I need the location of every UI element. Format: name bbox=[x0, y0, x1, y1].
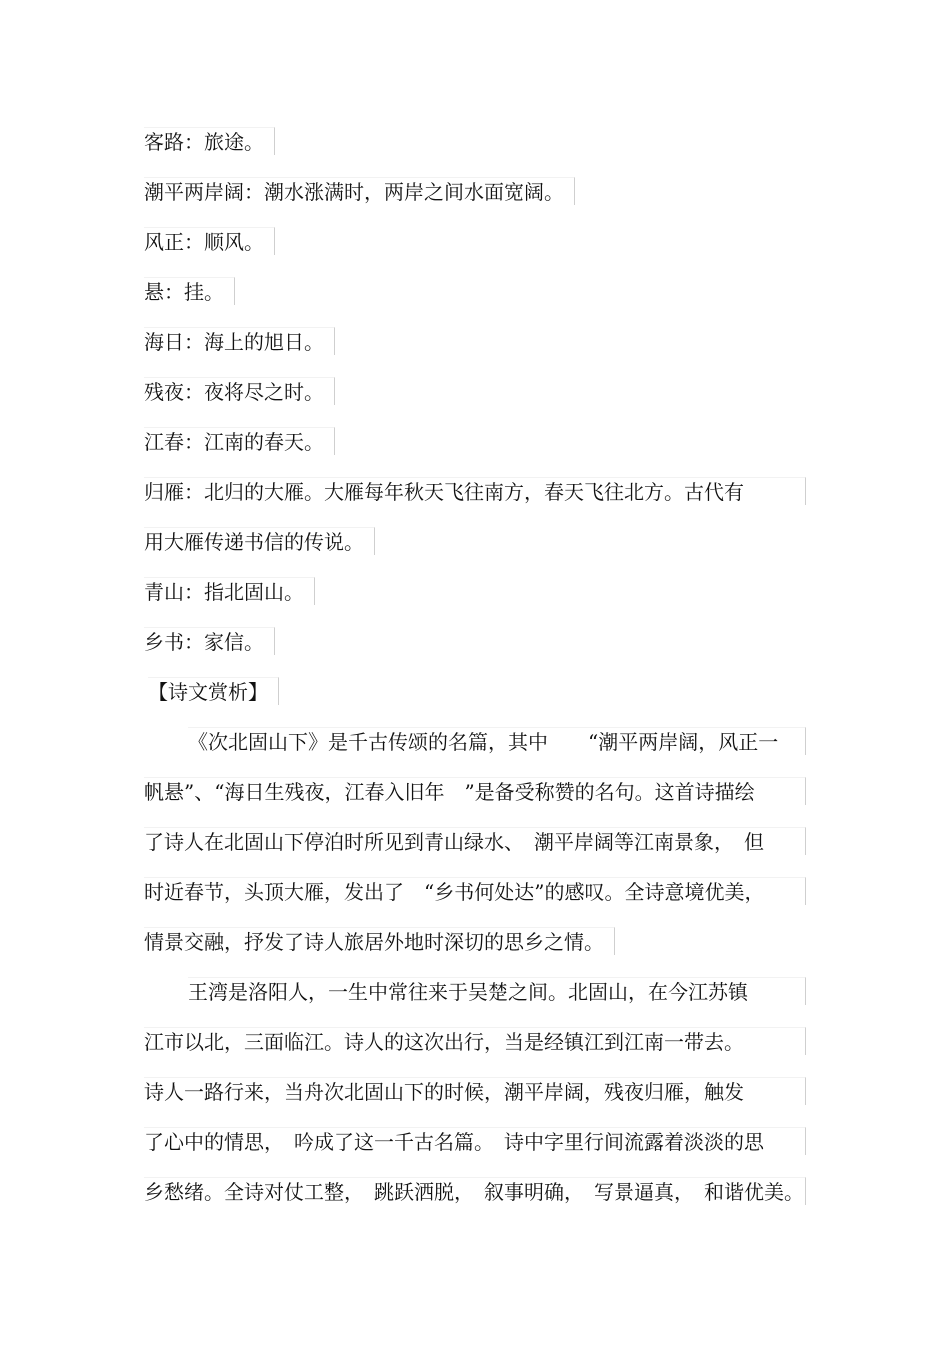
section-heading: 【诗文赏析】 bbox=[148, 677, 279, 705]
glossary-line: 客路：旅途。 bbox=[144, 127, 275, 155]
paragraph-line: 帆悬”、“海日生残夜，江春入旧年 ”是备受称赞的名句。这首诗描绘 bbox=[144, 777, 806, 805]
glossary-line: 归雁：北归的大雁。大雁每年秋天飞往南方，春天飞往北方。古代有 bbox=[144, 477, 806, 505]
glossary-line: 青山：指北固山。 bbox=[144, 577, 315, 605]
paragraph-line: 《次北固山下》是千古传颂的名篇，其中 “潮平两岸阔，风正一 bbox=[188, 727, 806, 755]
paragraph-line: 情景交融，抒发了诗人旅居外地时深切的思乡之情。 bbox=[144, 927, 615, 955]
glossary-line: 残夜：夜将尽之时。 bbox=[144, 377, 335, 405]
glossary-line: 乡书：家信。 bbox=[144, 627, 275, 655]
paragraph-line: 江市以北，三面临江。诗人的这次出行，当是经镇江到江南一带去。 bbox=[144, 1027, 806, 1055]
paragraph-line: 了心中的情思， 吟成了这一千古名篇。 诗中字里行间流露着淡淡的思 bbox=[144, 1127, 806, 1155]
paragraph-line: 乡愁绪。全诗对仗工整， 跳跃洒脱， 叙事明确， 写景逼真， 和谐优美。 bbox=[144, 1177, 806, 1205]
glossary-line: 用大雁传递书信的传说。 bbox=[144, 527, 375, 555]
paragraph-line: 了诗人在北固山下停泊时所见到青山绿水、 潮平岸阔等江南景象， 但 bbox=[144, 827, 806, 855]
paragraph-line: 诗人一路行来，当舟次北固山下的时候，潮平岸阔，残夜归雁，触发 bbox=[144, 1077, 806, 1105]
glossary-line: 潮平两岸阔：潮水涨满时，两岸之间水面宽阔。 bbox=[144, 177, 575, 205]
paragraph-line: 时近春节，头顶大雁，发出了 “乡书何处达”的感叹。全诗意境优美， bbox=[144, 877, 806, 905]
paragraph-line: 王湾是洛阳人，一生中常往来于吴楚之间。北固山，在今江苏镇 bbox=[188, 977, 806, 1005]
glossary-line: 悬：挂。 bbox=[144, 277, 235, 305]
glossary-line: 江春：江南的春天。 bbox=[144, 427, 335, 455]
glossary-line: 海日：海上的旭日。 bbox=[144, 327, 335, 355]
glossary-line: 风正：顺风。 bbox=[144, 227, 275, 255]
